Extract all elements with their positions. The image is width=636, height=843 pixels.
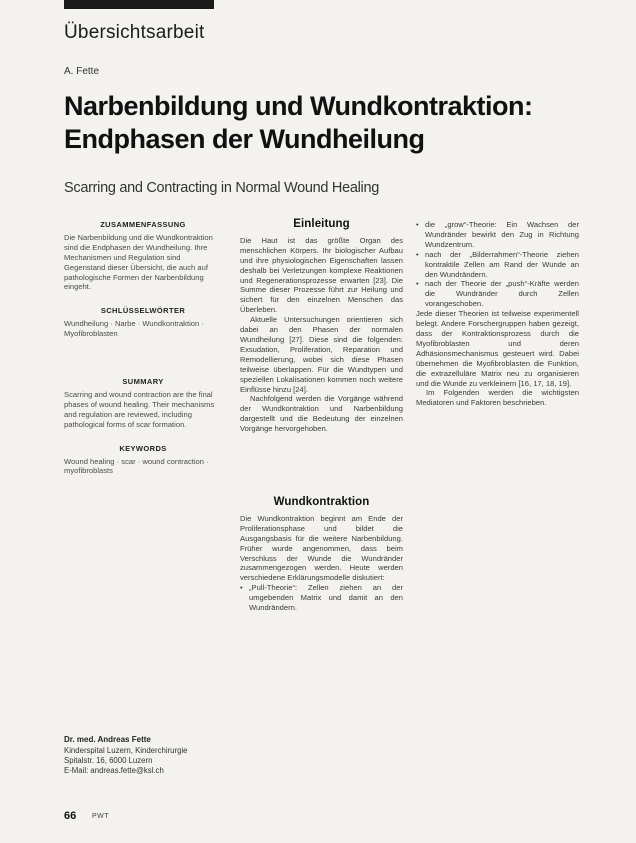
correspondence-block	[64, 735, 234, 776]
article-title: Narbenbildung und Wundkontraktion: Endphasen der Wundheilung	[64, 91, 533, 154]
list-item: • nach der Theorie der „push“-Kräfte werden die Wundränder durch Zellen vorangeschoben.	[416, 279, 579, 309]
page-number: 66	[64, 810, 77, 822]
abstract-column	[64, 220, 222, 490]
section-title: Übersichtsarbeit	[64, 22, 205, 43]
list-item: • „Pull-Theorie“: Zellen ziehen an der umgebenden Matrix und damit an den Wundrändern.	[240, 583, 403, 613]
schluesselwoerter-text: Wundheilung · Narbe · Wundkontraktion · Myofibroblasten	[64, 319, 204, 339]
journal-name: PWT	[92, 813, 110, 820]
schluesselwoerter-heading: SCHLÜSSELWÖRTER	[100, 306, 186, 316]
einleitung-heading: Einleitung	[293, 218, 350, 230]
einleitung-paragraph: Aktuelle Untersuchungen orientieren sich dabei an den Phasen der normalen Wundheilung [27]. Diese sind die folgenden: Exsudation, Proliferation, Reparation und Remodellierung, wobei sich diese Phasen teilweise überlappen. Für die Wundtypen und speziellen Lokalisationen kommen noch weitere Einflüsse hinzu [24].	[240, 315, 403, 394]
keywords-heading: KEYWORDS	[119, 443, 167, 453]
keywords-text: Wound healing · scar · wound contraction · myofibroblasts	[64, 456, 209, 476]
body-paragraph: Jede dieser Theorien ist teilweise experimentell belegt. Andere Forschergruppen haben gezeigt, dass der Kontraktionsprozess durch die Myofibroblasten und deren Adhäsionsmechanismus gesteuert wird. Dabei übernehmen die Myofibroblasten die Funktion, die extrazelluläre Matrix neu zu organisieren und die Wunde zu verkleinern [16, 17, 18, 19].	[416, 309, 579, 388]
wundkontraktion-paragraph: Die Wundkontraktion beginnt am Ende der Proliferationsphase und bildet die Ausgangsbasis für die weitere Narbenbildung. Früher wurde angenommen, dass beim Verschluss der Wunde die Wundränder zusammengezogen werden. Heute werden verschiedene Erklärungsmodelle diskutiert:	[240, 513, 403, 583]
contact-line: Spitalstr. 16, 6000 Luzern	[64, 756, 153, 765]
right-column	[416, 220, 579, 408]
theory-list	[416, 220, 579, 309]
main-column	[240, 220, 403, 613]
list-item: • die „grow“-Theorie: Ein Wachsen der Wundränder bewirkt den Zug in Richtung Wundzentrum.	[416, 220, 579, 250]
contact-line: Kinderspital Luzern, Kinderchirurgie	[64, 746, 188, 755]
list-item: • nach der „Bilderrahmen“-Theorie ziehen kontraktile Zellen am Rand der Wunde an den Wundrändern.	[416, 250, 579, 280]
theory-list	[240, 583, 403, 613]
summary-text: Scarring and wound contraction are the final phases of wound healing. Their mechanisms and regulation are reviewed, including pathological forms of scar formation.	[64, 389, 215, 429]
contact-line: E-Mail: andreas.fette@ksl.ch	[64, 766, 164, 775]
zusammenfassung-text: Die Narbenbildung und die Wundkontraktion sind die Endphasen der Wundheilung. Ihre Mechanismen und Regulation sind Gegenstand dieser Übersicht, die auch auf pathologische Formen der Narbenbildung eingeht.	[64, 232, 213, 292]
article-subtitle: Scarring and Contracting in Normal Wound Healing	[64, 180, 379, 196]
header-rule	[64, 0, 214, 9]
zusammenfassung-heading: ZUSAMMENFASSUNG	[100, 220, 186, 229]
contact-name: Dr. med. Andreas Fette	[64, 735, 151, 744]
author-line: A. Fette	[64, 66, 100, 77]
summary-heading: SUMMARY	[122, 377, 164, 387]
einleitung-paragraph: Die Haut ist das größte Organ des menschlichen Körpers. Ihr biologischer Aufbau und ihre physiologischen Eigenschaften lassen deshalb bei Verletzungen komplexe Reaktionen und Regenerationsprozesse erwarten [23]. Die Summe dieser Prozesse führt zur Heilung und sichert für den einzelnen Menschen das Überleben.	[240, 235, 403, 315]
wundkontraktion-heading: Wundkontraktion	[273, 496, 370, 509]
body-paragraph: Im Folgenden werden die wichtigsten Mediatoren und Faktoren beschrieben.	[416, 388, 579, 408]
einleitung-paragraph: Nachfolgend werden die Vorgänge während der Wundkontraktion und Narbenbildung dargestellt und die Bedeutung der einzelnen Vorgänge hervorgehoben.	[240, 394, 403, 434]
